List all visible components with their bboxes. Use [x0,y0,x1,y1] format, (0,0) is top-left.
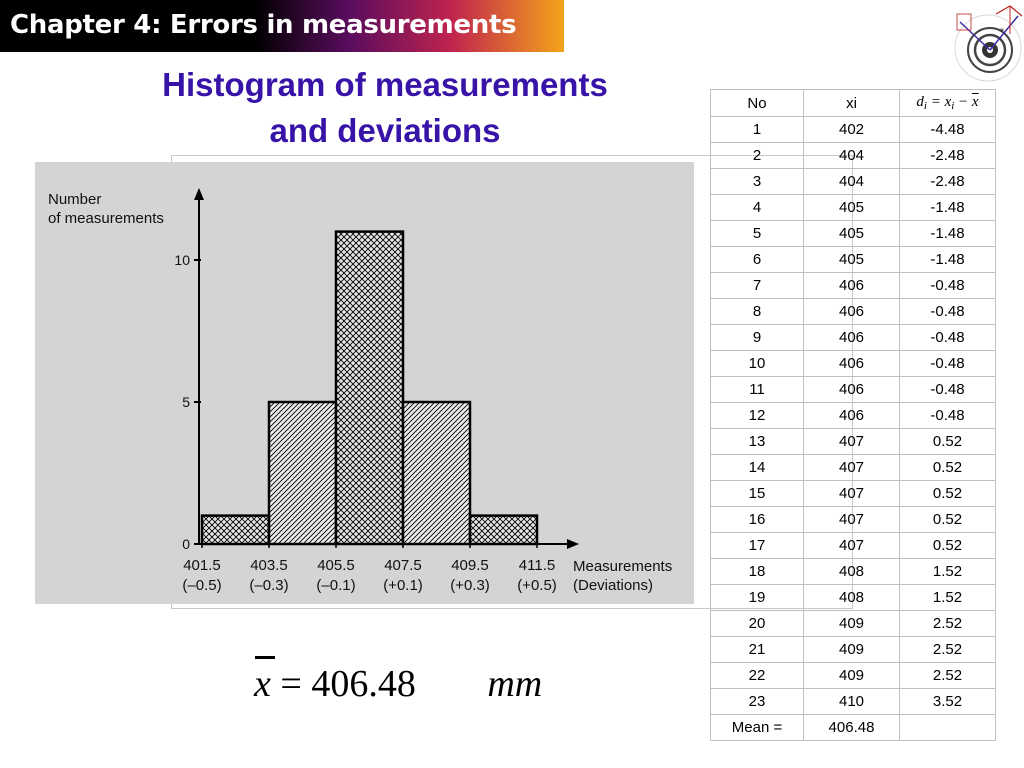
svg-text:*: * [1000,27,1004,36]
row-xi: 410 [804,689,900,715]
histogram-bar [470,516,537,544]
slide-title-line2: and deviations [269,112,501,149]
x-tick-deviation-label: (+0.3) [450,577,490,594]
row-no: 5 [711,221,804,247]
table-row [711,533,996,559]
mean-equation [254,662,542,706]
y-axis-arrow-icon [194,188,204,200]
x-bar-symbol: x [254,663,271,705]
table-row [711,299,996,325]
x-axis-arrow-icon [567,539,579,549]
row-xi: 406 [804,273,900,299]
row-xi: 408 [804,559,900,585]
y-tick-label: 10 [174,252,190,268]
x-tick-label: 401.5 [183,557,221,574]
table-row [711,117,996,143]
row-deviation: 0.52 [900,507,996,533]
row-xi: 407 [804,533,900,559]
table-mean-row [711,715,996,741]
target-logo-icon [952,4,1024,86]
histogram-chart [35,162,694,604]
y-tick-label: 0 [182,536,190,552]
row-deviation: -0.48 [900,325,996,351]
x-tick-label: 403.5 [250,557,288,574]
mean-unit: mm [487,663,543,705]
row-xi: 409 [804,611,900,637]
row-deviation: -2.48 [900,169,996,195]
table-row [711,403,996,429]
x-axis-label-line2: (Deviations) [573,577,654,594]
row-no: 20 [711,611,804,637]
row-deviation: -1.48 [900,221,996,247]
x-tick-label: 407.5 [384,557,422,574]
row-xi: 404 [804,169,900,195]
x-tick-label: 411.5 [518,557,556,574]
row-no: 13 [711,429,804,455]
row-no: 15 [711,481,804,507]
x-tick-deviation-label: (–0.5) [182,577,222,594]
row-no: 10 [711,351,804,377]
row-xi: 406 [804,403,900,429]
table-row [711,195,996,221]
row-xi: 407 [804,429,900,455]
row-deviation: 2.52 [900,637,996,663]
y-axis-label-line1: Number [48,191,102,208]
table-row [711,481,996,507]
row-deviation: 0.52 [900,481,996,507]
table-row [711,429,996,455]
row-no: 3 [711,169,804,195]
table-row [711,273,996,299]
row-deviation: -0.48 [900,377,996,403]
row-no: 18 [711,559,804,585]
table-row [711,351,996,377]
header-xi: xi [804,90,900,117]
row-no: 4 [711,195,804,221]
row-deviation: -4.48 [900,117,996,143]
row-deviation: -0.48 [900,273,996,299]
row-xi: 406 [804,325,900,351]
measurements-table [710,89,996,741]
mean-value: 406.48 [311,663,416,705]
row-no: 16 [711,507,804,533]
row-xi: 409 [804,637,900,663]
table-row [711,663,996,689]
chapter-banner [0,0,564,52]
histogram-bar [269,402,336,544]
chapter-title: Chapter 4: Errors in measurements [10,10,517,40]
row-no: 17 [711,533,804,559]
table-row [711,325,996,351]
y-axis-label-line2: of measurements [48,210,164,227]
row-no: 2 [711,143,804,169]
row-xi: 405 [804,221,900,247]
row-no: 7 [711,273,804,299]
row-deviation: -1.48 [900,195,996,221]
row-deviation: 3.52 [900,689,996,715]
table-row [711,611,996,637]
row-deviation: 1.52 [900,585,996,611]
table-header-row [711,90,996,117]
row-deviation: 2.52 [900,611,996,637]
table-row [711,585,996,611]
slide-title [95,62,675,154]
row-deviation: 0.52 [900,533,996,559]
x-axis-label-line1: Measurements [573,558,673,575]
x-tick-label: 409.5 [451,557,489,574]
table-row [711,221,996,247]
row-deviation: -0.48 [900,299,996,325]
table-row [711,143,996,169]
row-xi: 407 [804,481,900,507]
row-no: 1 [711,117,804,143]
row-no: 12 [711,403,804,429]
table-row [711,637,996,663]
mean-label: Mean = [711,715,804,741]
table-row [711,377,996,403]
table-row [711,507,996,533]
row-xi: 409 [804,663,900,689]
row-xi: 406 [804,351,900,377]
x-tick-deviation-label: (–0.3) [249,577,289,594]
row-no: 6 [711,247,804,273]
equals-sign: = [280,663,312,705]
row-deviation: 2.52 [900,663,996,689]
row-xi: 407 [804,507,900,533]
table-row [711,689,996,715]
row-deviation: -1.48 [900,247,996,273]
row-xi: 405 [804,195,900,221]
mean-cell-value: 406.48 [804,715,900,741]
histogram-bar [403,402,470,544]
x-tick-deviation-label: (+0.5) [517,577,557,594]
slide-title-line1: Histogram of measurements [162,66,608,103]
row-no: 14 [711,455,804,481]
row-xi: 406 [804,299,900,325]
row-no: 19 [711,585,804,611]
row-xi: 405 [804,247,900,273]
header-no: No [711,90,804,117]
row-xi: 402 [804,117,900,143]
row-no: 8 [711,299,804,325]
row-no: 21 [711,637,804,663]
row-deviation: 0.52 [900,429,996,455]
row-no: 23 [711,689,804,715]
y-tick-label: 5 [182,394,190,410]
table-row [711,247,996,273]
row-deviation: 0.52 [900,455,996,481]
header-deviation-formula: $d_i = x_i - \overline{x}$ [900,90,996,117]
row-deviation: 1.52 [900,559,996,585]
mean-empty-cell [900,715,996,741]
row-xi: 406 [804,377,900,403]
row-no: 11 [711,377,804,403]
x-tick-deviation-label: (–0.1) [316,577,356,594]
histogram-bar [336,232,403,544]
histogram-bar [202,516,269,544]
x-tick-deviation-label: (+0.1) [383,577,423,594]
table-row [711,169,996,195]
row-xi: 407 [804,455,900,481]
row-deviation: -2.48 [900,143,996,169]
row-deviation: -0.48 [900,403,996,429]
row-xi: 408 [804,585,900,611]
table-row [711,559,996,585]
row-xi: 404 [804,143,900,169]
table-row [711,455,996,481]
row-no: 22 [711,663,804,689]
row-deviation: -0.48 [900,351,996,377]
x-tick-label: 405.5 [317,557,355,574]
row-no: 9 [711,325,804,351]
